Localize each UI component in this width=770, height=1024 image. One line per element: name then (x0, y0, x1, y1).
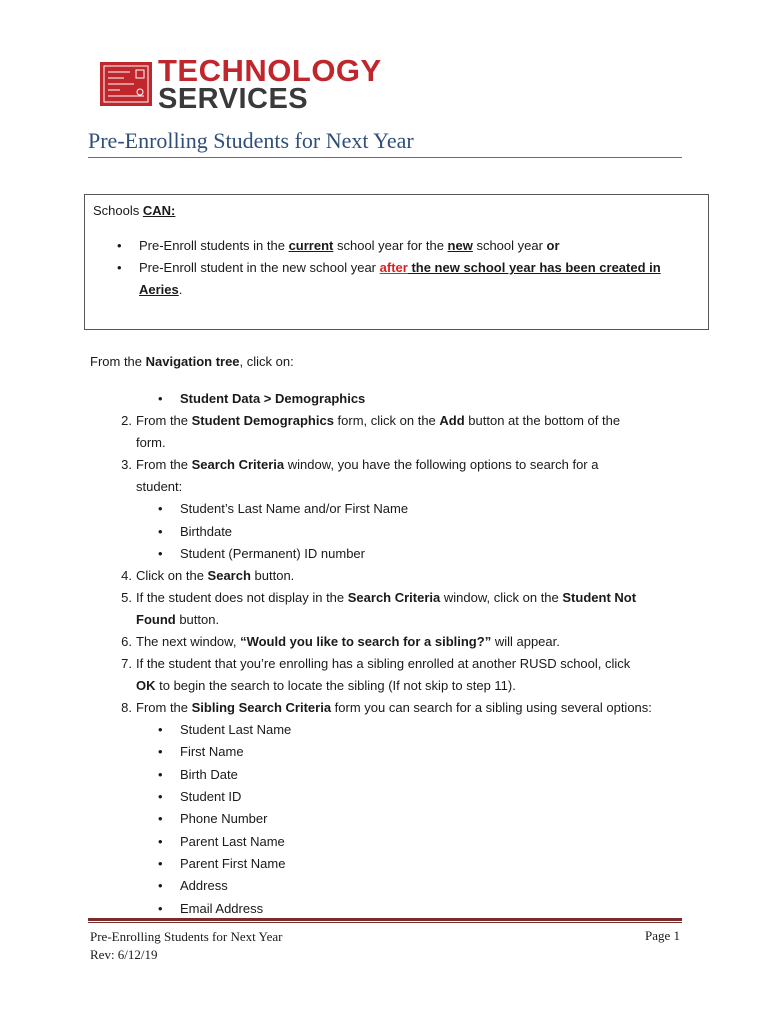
page-title: Pre-Enrolling Students for Next Year (88, 128, 414, 153)
bullet-icon: • (158, 789, 163, 805)
circuit-board-icon (100, 58, 152, 110)
logo-line1: TECHNOLOGY (158, 53, 382, 88)
bullet-icon: • (158, 855, 163, 871)
footer-divider (88, 918, 682, 921)
box-list (93, 235, 693, 301)
bullet-icon: • (158, 545, 163, 561)
navigation-intro: From the Navigation tree, click on: (90, 354, 294, 369)
step-7: 7. If the student that you’re enrolling has a sibling enrolled at another RUSD school, click OK to begin the search to locate the sibling (If not skip to step 11). (121, 656, 631, 694)
box-lead-text: Schools (93, 203, 143, 218)
bullet-icon: • (158, 744, 163, 760)
bullet-icon: • (117, 260, 122, 275)
bullet-icon: • (158, 523, 163, 539)
list-item: • Birth Date (90, 764, 690, 786)
list-item: • Student (Permanent) ID number (90, 543, 690, 565)
step-2: 2. From the Student Demographics form, click on the Add button at the bottom of the form. (121, 413, 621, 451)
technology-services-logo (100, 53, 382, 115)
bullet-icon: • (158, 878, 163, 894)
list-item: • Birthdate (90, 521, 690, 543)
bullet-icon: • (117, 238, 122, 253)
footer-title: Pre-Enrolling Students for Next Year (90, 929, 283, 944)
schools-can-box (84, 194, 709, 330)
step-6: 6. The next window, “Would you like to search for a sibling?” will appear. (121, 634, 560, 650)
box-lead (93, 203, 175, 218)
step-3: 3. From the Search Criteria window, you have the following options to search for a student: (121, 457, 599, 495)
list-item: • Parent First Name (90, 853, 690, 875)
footer-info (90, 928, 282, 964)
bullet-icon: • (158, 766, 163, 782)
list-item: • Parent Last Name (90, 831, 690, 853)
list-item: • Student’s Last Name and/or First Name (90, 498, 690, 520)
list-item: • First Name (90, 741, 690, 763)
list-item: • Student Last Name (90, 719, 690, 741)
footer-revision: Rev: 6/12/19 (90, 947, 158, 962)
bullet-icon: • (158, 501, 163, 517)
after-highlight: after (379, 260, 408, 275)
box-lead-bold: CAN: (142, 203, 176, 218)
bullet-icon: • (158, 391, 163, 406)
list-item: • Address (90, 875, 690, 897)
bullet-icon: • (158, 722, 163, 738)
box-list-item: • Pre-Enroll student in the new school year after the new school year has been created in Aeries. (93, 257, 693, 301)
step-5: 5. If the student does not display in the Search Criteria window, click on the Student Not Found button. (121, 590, 637, 628)
page-number: Page 1 (644, 928, 680, 943)
footer-divider-thin (88, 922, 682, 923)
bullet-icon: • (158, 900, 163, 916)
list-item: • Student Data > Demographics (90, 388, 690, 410)
step-8: 8. From the Sibling Search Criteria form you can search for a sibling using several options: (121, 700, 652, 716)
list-item: • Email Address (90, 898, 690, 920)
box-list-item: • Pre-Enroll students in the current school year for the new school year or (93, 235, 693, 257)
title-divider (88, 157, 682, 158)
step-4: 4. Click on the Search button. (121, 568, 295, 584)
bullet-icon: • (158, 811, 163, 827)
bullet-icon: • (158, 833, 163, 849)
logo-line2: SERVICES (158, 83, 309, 115)
list-item: • Phone Number (90, 808, 690, 830)
steps-list (90, 388, 690, 920)
list-item: • Student ID (90, 786, 690, 808)
